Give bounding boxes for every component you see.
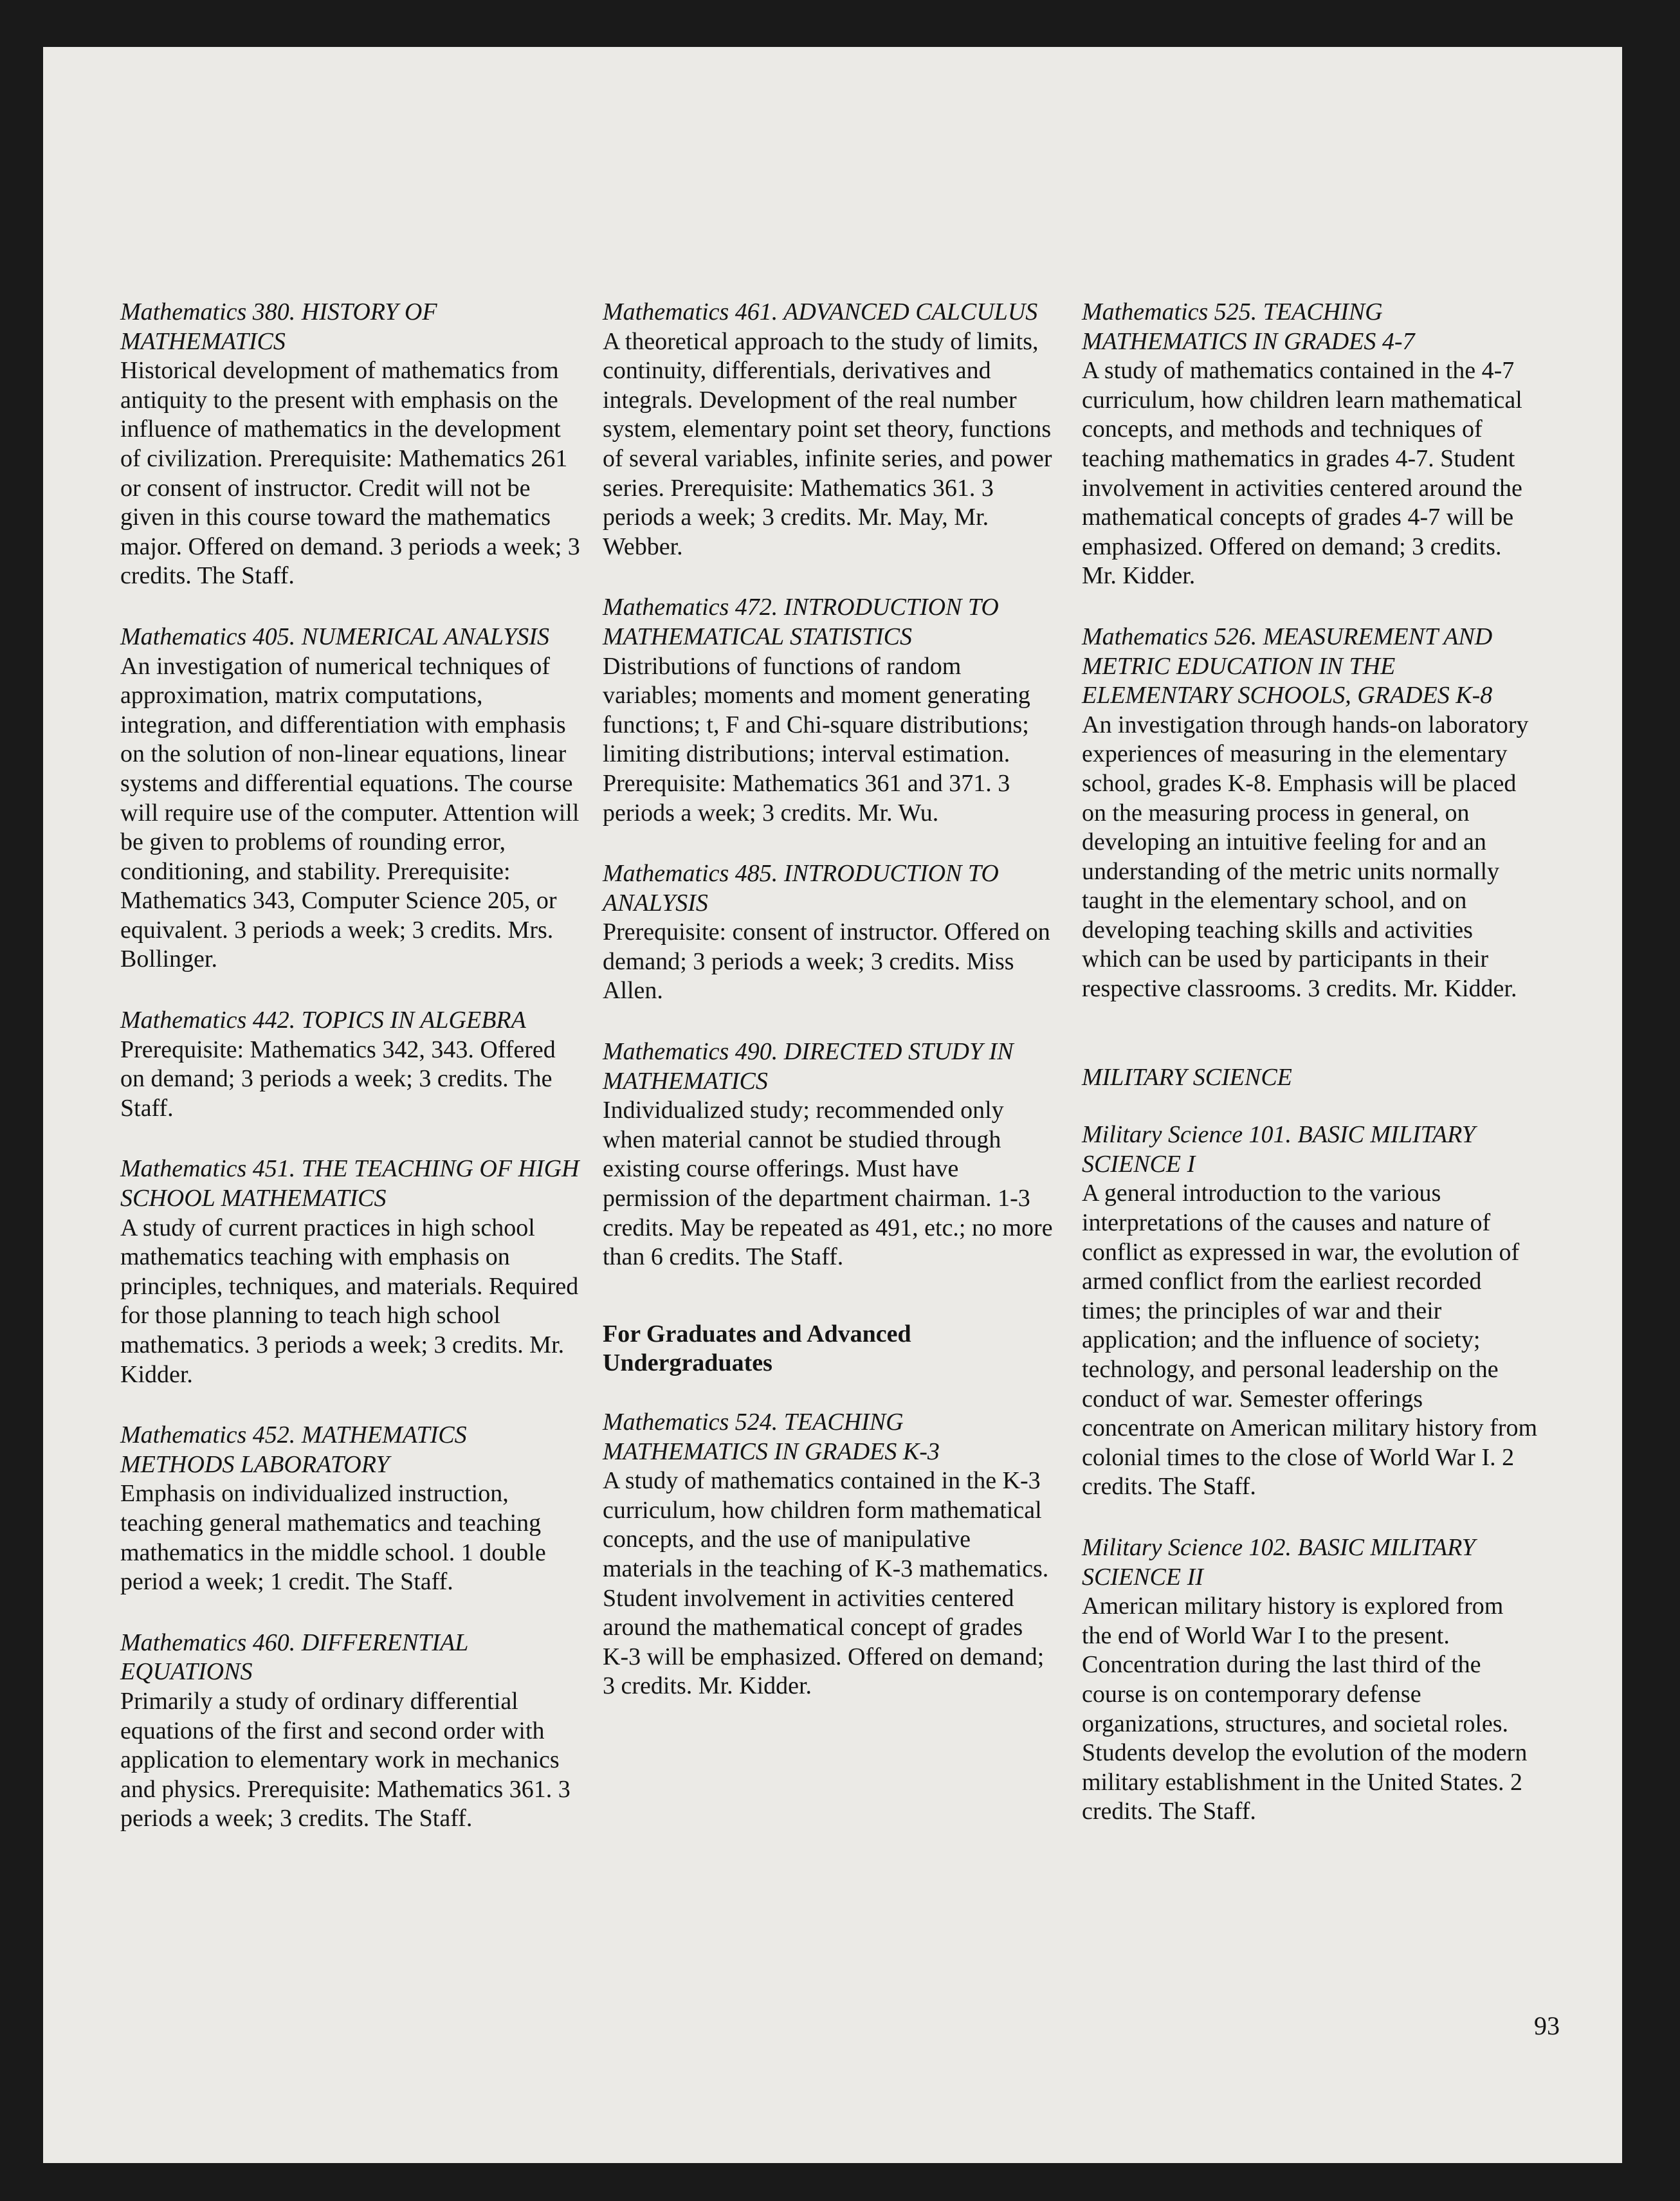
course-entry — [603, 1408, 1053, 1701]
course-entry — [1082, 623, 1538, 1004]
course-entry — [603, 859, 1053, 1006]
course-description: A study of mathematics contained in the K-3 curriculum, how children form mathematical concepts, and the use of manipulative materials in the teaching of K-3 mathematics. Student involvement in activities centered around the mathematical concept of grades K-3 will be emphasized. Offered on demand; 3 credits. Mr. Kidder. — [603, 1467, 1049, 1700]
course-entry — [120, 1006, 583, 1123]
course-entry — [1082, 1120, 1538, 1502]
course-heading: Mathematics 380. HISTORY OF MATHEMATICS — [120, 298, 437, 355]
course-description: A study of mathematics contained in the 4-7 curriculum, how children learn mathematical concepts, and methods and techniques of teaching mathematics in grades 4-7. Student involvement in activities centered around the mathematical concepts of grades 4-7 will be emphasized. Offered on demand; 3 credits. Mr. Kidder. — [1082, 357, 1522, 590]
course-heading: Mathematics 460. DIFFERENTIAL EQUATIONS — [120, 1629, 468, 1686]
course-heading: Mathematics 472. INTRODUCTION TO MATHEMATICAL STATISTICS — [603, 594, 999, 650]
course-heading: Mathematics 442. TOPICS IN ALGEBRA — [120, 1007, 526, 1034]
column-1 — [120, 298, 583, 1865]
column-2 — [603, 298, 1053, 1733]
course-entry — [603, 1037, 1053, 1272]
course-heading: Mathematics 405. NUMERICAL ANALYSIS — [120, 623, 550, 650]
course-description: Distributions of functions of random variables; moments and moment generating functions; t, F and Chi-square distributions; limiting distributions; interval estimation. Prerequisite: Mathematics 361 and 371. 3 periods a week; 3 credits. Mr. Wu. — [603, 652, 1030, 827]
catalog-page — [43, 47, 1622, 2163]
course-heading: Mathematics 525. TEACHING MATHEMATICS IN GRADES 4-7 — [1082, 298, 1415, 355]
course-description: American military history is explored from the end of World War I to the present. Concentration during the last third of the course is on contemporary defense organizations, structures, and societal roles. Students develop the evolution of the modern military establishment in the United States. 2 credits. The Staff. — [1082, 1593, 1528, 1825]
course-heading: Military Science 101. BASIC MILITARY SCIENCE I — [1082, 1121, 1475, 1178]
course-description: Primarily a study of ordinary differential equations of the first and second order with application to elementary work in mechanics and physics. Prerequisite: Mathematics 361. 3 periods a week; 3 credits. The Staff. — [120, 1687, 571, 1832]
course-description: A study of current practices in high school mathematics teaching with emphasis on principles, techniques, and materials. Required for those planning to teach high school mathematics. 3 periods a week; 3 credits. Mr. Kidder. — [120, 1214, 579, 1388]
course-entry — [603, 298, 1053, 562]
section-title: MILITARY SCIENCE — [1082, 1063, 1292, 1091]
page-number: 93 — [1534, 2011, 1560, 2040]
course-heading: Mathematics 452. MATHEMATICS METHODS LABORATORY — [120, 1421, 467, 1478]
course-heading: Mathematics 490. DIRECTED STUDY IN MATHEMATICS — [603, 1038, 1014, 1095]
column-3 — [1082, 298, 1538, 1858]
course-entry — [1082, 1533, 1538, 1827]
course-description: A theoretical approach to the study of limits, continuity, differentials, derivatives and integrals. Development of the real number system, elementary point set theory, functions of several variables, infinite series, and power series. Prerequisite: Mathematics 361. 3 periods a week; 3 credits. Mr. May, Mr. Webber. — [603, 327, 1052, 560]
course-entry — [120, 1155, 583, 1389]
course-description: Prerequisite: Mathematics 342, 343. Offered on demand; 3 periods a week; 3 credits. The Staff. — [120, 1036, 556, 1122]
course-heading: Military Science 102. BASIC MILITARY SCIENCE II — [1082, 1533, 1475, 1591]
course-heading: Mathematics 461. ADVANCED CALCULUS — [603, 298, 1038, 325]
course-heading: Mathematics 485. INTRODUCTION TO ANALYSIS — [603, 860, 999, 917]
course-description: Historical development of mathematics from antiquity to the present with emphasis on the influence of mathematics in the development of civilization. Prerequisite: Mathematics 261 or consent of instructor. Credit will not be given in this course toward the mathematics major. Offered on demand. 3 periods a week; 3 credits. The Staff. — [120, 357, 580, 590]
course-entry — [120, 1421, 583, 1597]
course-entry — [120, 298, 583, 591]
course-entry — [120, 1629, 583, 1834]
course-entry — [1082, 298, 1538, 591]
course-description: Individualized study; recommended only when material cannot be studied through existing course offerings. Must have permission of the department chairman. 1-3 credits. May be repeated as 491, etc.; no more than 6 credits. The Staff. — [603, 1097, 1053, 1271]
course-heading: Mathematics 524. TEACHING MATHEMATICS IN GRADES K-3 — [603, 1409, 940, 1465]
course-description: An investigation of numerical techniques of approximation, matrix computations, integration, and differentiation with emphasis on the solution of non-linear equations, linear systems and differential equations. The course will require use of the computer. Attention will be given to problems of rounding error, conditioning, and stability. Prerequisite: Mathematics 343, Computer Science 205, or equivalent. 3 periods a week; 3 credits. Mrs. Bollinger. — [120, 652, 580, 973]
graduate-section-heading: For Graduates and Advanced Undergraduates — [603, 1320, 911, 1377]
course-heading: Mathematics 451. THE TEACHING OF HIGH SCHOOL MATHEMATICS — [120, 1155, 580, 1212]
course-description: Prerequisite: consent of instructor. Offered on demand; 3 periods a week; 3 credits. Miss Allen. — [603, 918, 1050, 1005]
course-entry — [120, 623, 583, 974]
course-entry — [603, 593, 1053, 828]
course-description: An investigation through hands-on laboratory experiences of measuring in the elementary school, grades K-8. Emphasis will be placed on the measuring process in general, on developing an intuitive feeling for and an understanding of the metric units normally taught in the elementary school, and on developing teaching skills and activities which can be used by participants in their respective classrooms. 3 credits. Mr. Kidder. — [1082, 711, 1529, 1003]
course-description: A general introduction to the various interpretations of the causes and nature of conflict as expressed in war, the evolution of armed conflict from the earliest recorded times; the principles of war and their application; and the influence of society; technology, and personal leadership on the conduct of war. Semester offerings concentrate on American military history from colonial times to the close of World War I. 2 credits. The Staff. — [1082, 1180, 1538, 1501]
course-heading: Mathematics 526. MEASUREMENT AND METRIC EDUCATION IN THE ELEMENTARY SCHOOLS, GRADES K-8 — [1082, 623, 1493, 709]
course-description: Emphasis on individualized instruction, teaching general mathematics and teaching mathematics in the middle school. 1 double period a week; 1 credit. The Staff. — [120, 1480, 546, 1596]
